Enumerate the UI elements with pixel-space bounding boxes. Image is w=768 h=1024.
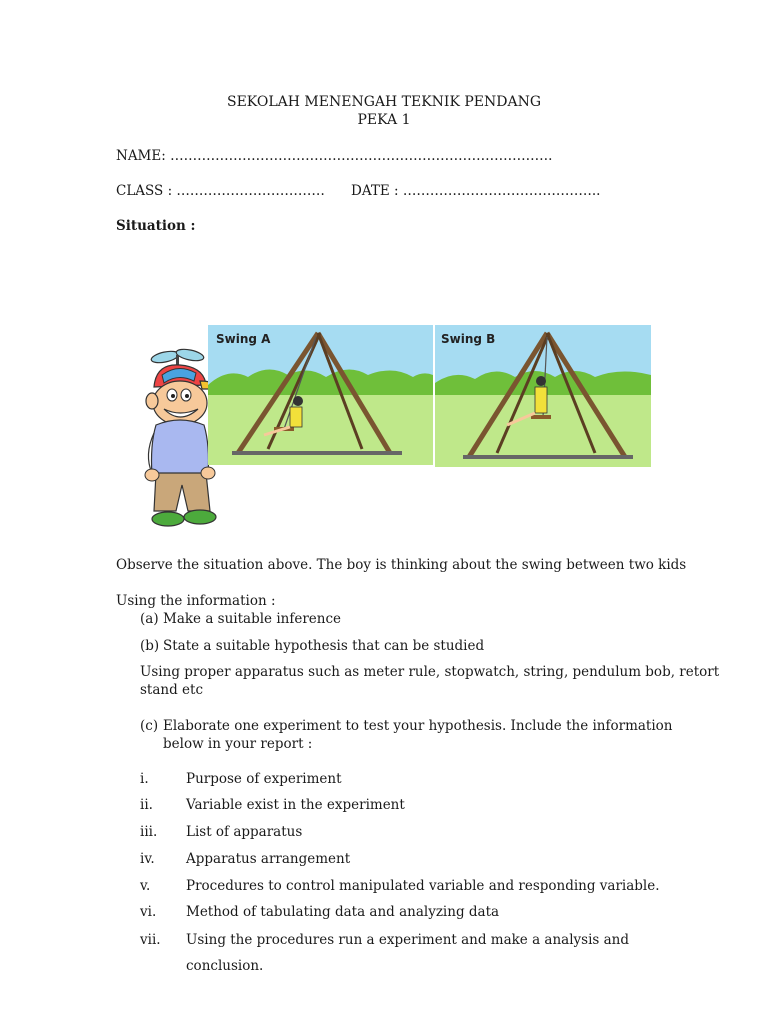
situation-label: Situation :: [116, 218, 196, 234]
report-item-marker: iv.: [140, 851, 155, 867]
task-a-marker: (a): [140, 611, 159, 627]
task-c-line-2: below in your report :: [163, 736, 313, 752]
apparatus-line-1: Using proper apparatus such as meter rule, stopwatch, string, pendulum bob, retort: [140, 664, 720, 680]
class-field: CLASS : ……………………………: [116, 183, 325, 199]
date-field: DATE : ……………………………………..: [351, 183, 601, 199]
using-info-text: Using the information :: [116, 593, 276, 609]
report-item-text: Apparatus arrangement: [186, 851, 351, 867]
observe-text: Observe the situation above. The boy is thinking about the swing between two kids: [116, 557, 687, 573]
school-title: SEKOLAH MENENGAH TEKNIK PENDANG: [226, 94, 542, 110]
apparatus-line-2: stand etc: [140, 682, 204, 698]
report-item-text: List of apparatus: [186, 824, 303, 840]
task-c-line-1: Elaborate one experiment to test your hypothesis. Include the information: [163, 718, 673, 734]
report-item-text: Purpose of experiment: [186, 771, 342, 787]
swing-a-picture: [208, 325, 433, 465]
task-b-marker: (b): [140, 638, 160, 654]
report-item-marker: ii.: [140, 797, 153, 813]
report-item-continuation: conclusion.: [186, 958, 264, 974]
report-item-marker: vi.: [140, 904, 157, 920]
task-b-text: State a suitable hypothesis that can be studied: [163, 638, 485, 654]
swing-b-picture: [435, 325, 651, 467]
swing-a-label: Swing A: [216, 332, 271, 346]
name-field: NAME: ………………………………………………………………………….: [116, 148, 553, 164]
task-a-text: Make a suitable inference: [163, 611, 342, 627]
swing-b-label: Swing B: [441, 332, 496, 346]
report-item-text: Variable exist in the experiment: [186, 797, 405, 813]
report-item-marker: vii.: [140, 932, 161, 948]
report-item-text: Method of tabulating data and analyzing data: [186, 904, 500, 920]
report-item-text: Using the procedures run a experiment and make a analysis and: [186, 932, 630, 948]
report-item-text: Procedures to control manipulated variable and responding variable.: [186, 878, 660, 894]
doc-subtitle: PEKA 1: [357, 112, 411, 128]
task-c-marker: (c): [140, 718, 159, 734]
report-item-marker: v.: [140, 878, 151, 894]
report-item-marker: iii.: [140, 824, 158, 840]
report-item-marker: i.: [140, 771, 149, 787]
